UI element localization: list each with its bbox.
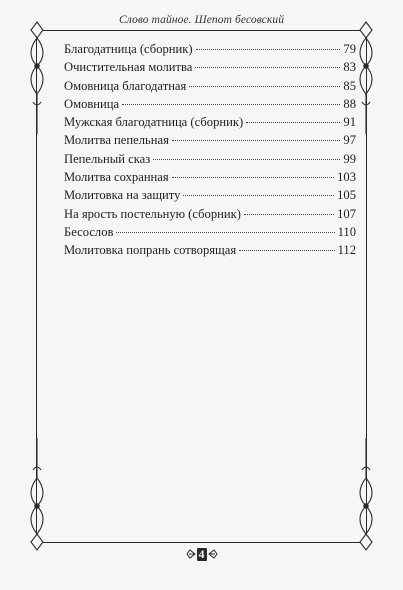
page-number-ornament [186,548,218,561]
table-of-contents [64,40,356,260]
toc-entry-title: Молитва сохранная [64,170,169,185]
toc-dot-leader [116,232,334,233]
toc-entry-page: 105 [337,188,356,203]
toc-entry [64,241,356,259]
corner-ornament-icon [23,434,51,554]
toc-entry-page: 83 [343,60,356,75]
toc-entry-page: 99 [343,151,356,166]
toc-entry-page: 103 [337,170,356,185]
toc-entry-title: Мужская благодатница (сборник) [64,115,244,130]
toc-entry-page: 91 [343,115,356,130]
corner-ornament-icon [352,434,380,554]
toc-entry-title: Очистительная молитва [64,60,193,75]
toc-entry [64,95,356,113]
page-number: 4 [198,546,205,561]
toc-entry [64,113,356,131]
frame-bottom-line [36,542,367,543]
toc-entry [64,40,356,58]
toc-dot-leader [183,195,334,196]
toc-dot-leader [122,104,340,105]
corner-ornament-icon [23,18,51,138]
toc-dot-leader [195,67,340,68]
toc-entry-page: 97 [343,133,356,148]
toc-entry-page: 79 [343,42,356,56]
toc-entry-page: 88 [343,96,356,111]
corner-ornament-icon [352,18,380,138]
toc-entry-page: 112 [337,243,356,258]
toc-dot-leader [189,86,340,87]
toc-dot-leader [196,49,341,50]
toc-entry-title: Молитовка попрань сотворящая [64,243,237,258]
right-flourish-icon [208,548,218,560]
toc-entry-page: 107 [337,206,356,221]
toc-entry [64,77,356,95]
toc-entry-title: Омовница [64,96,120,111]
toc-entry [64,58,356,76]
toc-entry [64,186,356,204]
toc-entry [64,131,356,149]
toc-dot-leader [172,140,341,141]
toc-entry-title: Молитва пепельная [64,133,169,148]
toc-entry [64,150,356,168]
toc-entry-title: Омовница благодатная [64,78,187,93]
toc-entry [64,223,356,241]
toc-entry-page: 110 [337,224,356,239]
running-header: Слово тайное. Шепот бесовский [118,14,285,26]
toc-entry-title: Молитовка на защиту [64,188,181,203]
toc-entry-title: Пепельный сказ [64,151,151,166]
toc-dot-leader [172,177,334,178]
left-flourish-icon [186,548,196,560]
toc-entry [64,205,356,223]
toc-dot-leader [244,214,334,215]
toc-entry-title: Благодатница (сборник) [64,42,193,56]
toc-dot-leader [153,159,340,160]
toc-entry-title: Бесослов [64,224,114,239]
toc-dot-leader [239,250,334,251]
frame-top-line [36,30,367,31]
toc-entry-title: На ярость постельную (сборник) [64,206,241,221]
toc-entry [64,168,356,186]
toc-dot-leader [246,122,340,123]
toc-entry-page: 85 [343,78,356,93]
page-footer [0,546,403,562]
